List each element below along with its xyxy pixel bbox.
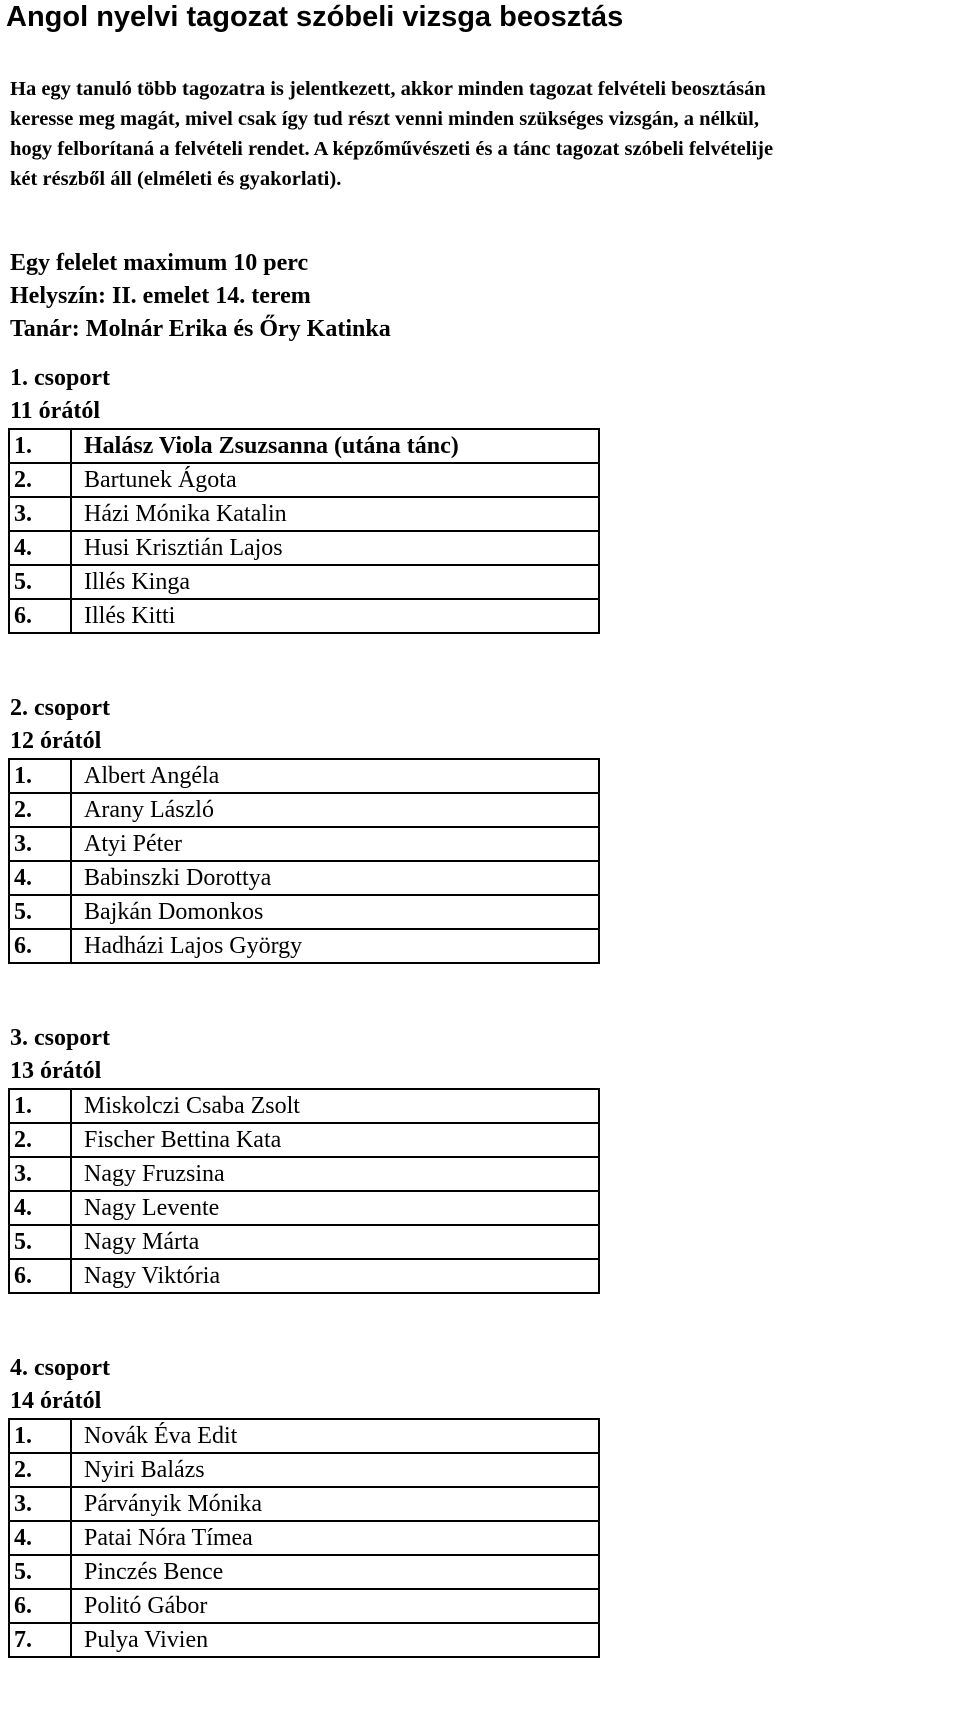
student-name: Pulya Vivien bbox=[84, 1627, 209, 1653]
student-number: 5. bbox=[9, 565, 71, 599]
student-name: Husi Krisztián Lajos bbox=[71, 531, 599, 565]
group-time: 11 órától bbox=[10, 398, 100, 424]
student-table bbox=[8, 428, 600, 634]
location-text: Helyszín: II. emelet 14. terem bbox=[10, 283, 311, 309]
student-name: Atyi Péter bbox=[71, 827, 599, 861]
teacher-text: Tanár: Molnár Erika és Őry Katinka bbox=[10, 316, 391, 342]
table-row bbox=[9, 929, 599, 963]
student-number: 7. bbox=[9, 1623, 71, 1657]
student-name: Babinszki Dorottya bbox=[71, 861, 599, 895]
student-number: 6. bbox=[9, 929, 71, 963]
table-row bbox=[9, 565, 599, 599]
student-table bbox=[8, 758, 600, 964]
table-row bbox=[9, 1419, 599, 1453]
student-name: Patai Nóra Tímea bbox=[71, 1521, 599, 1555]
table-row bbox=[9, 861, 599, 895]
group-section bbox=[8, 1352, 600, 1658]
table-row bbox=[9, 1453, 599, 1487]
table-row bbox=[9, 1623, 599, 1657]
student-table bbox=[8, 1418, 600, 1658]
student-name: Nagy Viktória bbox=[84, 1263, 221, 1289]
student-table bbox=[8, 1088, 600, 1294]
table-row bbox=[9, 1089, 599, 1123]
student-number: 1. bbox=[9, 1419, 71, 1453]
page-title: Angol nyelvi tagozat szóbeli vizsga beosztás bbox=[6, 1, 624, 33]
student-name: Pinczés Bence bbox=[71, 1555, 599, 1589]
student-number: 2. bbox=[9, 463, 71, 497]
student-name: Arany László bbox=[71, 793, 599, 827]
student-number: 6. bbox=[9, 1259, 71, 1293]
student-name: Nagy Fruzsina bbox=[71, 1157, 599, 1191]
table-row bbox=[9, 1123, 599, 1157]
table-row bbox=[9, 463, 599, 497]
student-number: 3. bbox=[9, 827, 71, 861]
student-name: Nagy Márta bbox=[71, 1225, 599, 1259]
group-title: 1. csoport bbox=[10, 365, 110, 391]
table-row bbox=[9, 1157, 599, 1191]
table-row bbox=[9, 1225, 599, 1259]
student-number: 1. bbox=[9, 1089, 71, 1123]
duration-text: Egy felelet maximum 10 perc bbox=[10, 250, 309, 276]
student-name: Halász Viola Zsuzsanna (utána tánc) bbox=[71, 429, 599, 463]
student-number: 5. bbox=[9, 1555, 71, 1589]
student-number: 5. bbox=[9, 1225, 71, 1259]
group-time: 13 órától bbox=[10, 1058, 102, 1084]
student-number: 2. bbox=[9, 1453, 71, 1487]
group-title: 2. csoport bbox=[10, 695, 110, 721]
student-number: 4. bbox=[9, 1521, 71, 1555]
student-number: 3. bbox=[9, 1487, 71, 1521]
table-row bbox=[9, 1521, 599, 1555]
table-row bbox=[9, 599, 599, 633]
student-number: 1. bbox=[9, 759, 71, 793]
student-name: Bartunek Ágota bbox=[71, 463, 599, 497]
table-row bbox=[9, 759, 599, 793]
student-name: Nyiri Balázs bbox=[71, 1453, 599, 1487]
student-name: Nagy Levente bbox=[71, 1191, 599, 1225]
table-row bbox=[9, 895, 599, 929]
student-number: 4. bbox=[9, 531, 71, 565]
student-name: Fischer Bettina Kata bbox=[71, 1123, 599, 1157]
student-number: 3. bbox=[9, 497, 71, 531]
intro-paragraph bbox=[10, 74, 958, 194]
group-time: 14 órától bbox=[10, 1388, 102, 1414]
group-time: 12 órától bbox=[10, 728, 102, 754]
table-row bbox=[9, 1555, 599, 1589]
intro-line: keresse meg magát, mivel csak így tud részt venni minden szükséges vizsgán, a nélkül, bbox=[10, 108, 760, 130]
group-section bbox=[8, 362, 600, 634]
student-name: Miskolczi Csaba Zsolt bbox=[71, 1089, 599, 1123]
student-name: Politó Gábor bbox=[71, 1589, 599, 1623]
student-name: Albert Angéla bbox=[71, 759, 599, 793]
student-name: Illés Kinga bbox=[71, 565, 599, 599]
intro-line: két részből áll (elméleti és gyakorlati). bbox=[10, 168, 342, 190]
student-name: Novák Éva Edit bbox=[71, 1419, 599, 1453]
intro-line: hogy felborítaná a felvételi rendet. A képzőművészeti és a tánc tagozat szóbeli felvételije bbox=[10, 138, 774, 160]
table-row bbox=[9, 1589, 599, 1623]
table-row bbox=[9, 531, 599, 565]
table-row bbox=[9, 429, 599, 463]
student-number: 6. bbox=[9, 1589, 71, 1623]
intro-line: Ha egy tanuló több tagozatra is jelentkezett, akkor minden tagozat felvételi beosztásán bbox=[10, 78, 766, 100]
student-name: Párványik Mónika bbox=[71, 1487, 599, 1521]
table-row bbox=[9, 793, 599, 827]
student-number: 5. bbox=[9, 895, 71, 929]
exam-info bbox=[10, 247, 391, 346]
group-title: 3. csoport bbox=[10, 1025, 110, 1051]
student-name: Bajkán Domonkos bbox=[71, 895, 599, 929]
student-name: Illés Kitti bbox=[84, 603, 176, 629]
table-row bbox=[9, 497, 599, 531]
student-name: Hadházi Lajos György bbox=[84, 933, 303, 959]
student-number: 6. bbox=[9, 599, 71, 633]
group-title: 4. csoport bbox=[10, 1355, 110, 1381]
table-row bbox=[9, 827, 599, 861]
student-number: 4. bbox=[9, 861, 71, 895]
group-section bbox=[8, 1022, 600, 1294]
student-number: 1. bbox=[9, 429, 71, 463]
student-number: 4. bbox=[9, 1191, 71, 1225]
student-number: 2. bbox=[9, 1123, 71, 1157]
student-number: 2. bbox=[9, 793, 71, 827]
table-row bbox=[9, 1259, 599, 1293]
table-row bbox=[9, 1487, 599, 1521]
group-section bbox=[8, 692, 600, 964]
student-name: Házi Mónika Katalin bbox=[71, 497, 599, 531]
table-row bbox=[9, 1191, 599, 1225]
student-number: 3. bbox=[9, 1157, 71, 1191]
